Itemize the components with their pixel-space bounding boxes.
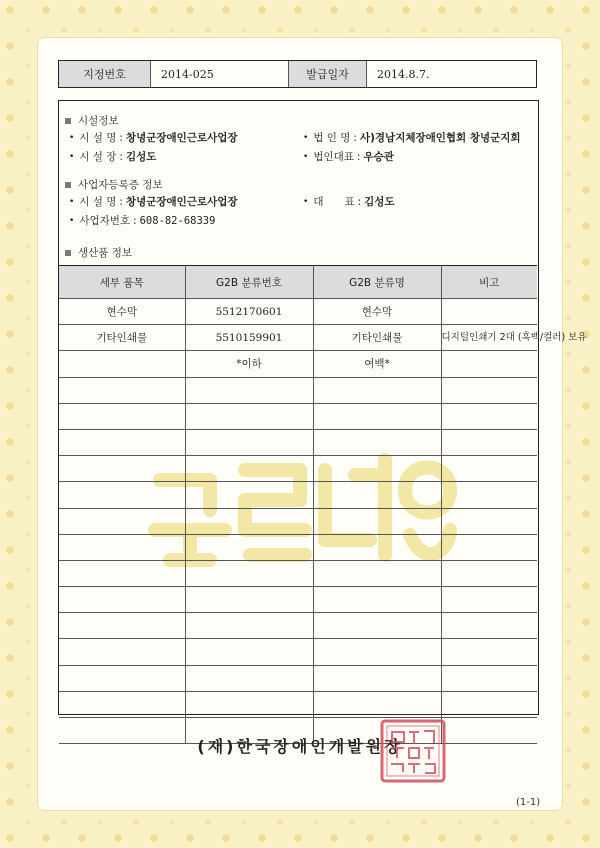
corp-rep-value: 우승관	[363, 151, 394, 163]
cell-name: 현수막	[313, 299, 441, 325]
business-name-field: • 시 설 명 : 창녕군장애인근로사업장	[69, 195, 238, 208]
dot-bullet-icon: •	[69, 132, 75, 143]
col-header-note: 비고	[441, 266, 537, 299]
square-bullet-icon	[65, 182, 71, 188]
col-header-code: G2B 분류번호	[185, 266, 313, 299]
table-row-empty	[59, 377, 537, 403]
dot-bullet-icon: •	[303, 132, 309, 143]
table-row-empty	[59, 429, 537, 455]
business-reg-field: • 사업자번호 : 608-82-68339	[69, 214, 216, 227]
cell-code: 5510159901	[185, 325, 313, 351]
corp-rep-field: • 법인대표 : 우승관	[303, 150, 394, 163]
facility-head-field: • 시 설 장 : 김성도	[69, 150, 157, 163]
issue-date-label: 발급일자	[289, 61, 367, 87]
square-bullet-icon	[65, 250, 71, 256]
corp-name-field: • 법 인 명 : 사)경남지체장애인협회 창녕군지회	[303, 131, 521, 144]
products-section-label: 생산품 정보	[78, 247, 133, 259]
certificate-header	[58, 60, 537, 88]
corp-name-label: 법 인 명	[313, 132, 351, 144]
cell-note	[441, 299, 537, 325]
business-name-label: 시 설 명	[79, 196, 117, 208]
cell-empty	[441, 351, 537, 377]
designation-label: 지정번호	[59, 61, 151, 87]
facility-section-label: 시설정보	[78, 115, 119, 127]
table-row-empty	[59, 691, 537, 717]
business-name-value: 창녕군장애인근로사업장	[125, 196, 238, 208]
dot-bullet-icon: •	[69, 215, 75, 226]
facility-head-value: 김성도	[125, 151, 157, 163]
business-rep-value: 김성도	[364, 196, 395, 208]
business-reg-value: 608-82-68339	[139, 214, 216, 227]
square-bullet-icon	[65, 118, 71, 124]
dot-bullet-icon: •	[69, 151, 75, 162]
cell-end-left: *이하	[185, 351, 313, 377]
dot-bullet-icon: •	[69, 196, 75, 207]
products-table	[59, 265, 587, 744]
issuing-organization: (재)한국장애인개발원장	[197, 737, 403, 756]
facility-section-title	[65, 113, 119, 128]
products-section-title	[65, 245, 132, 260]
business-rep-label: 대 표	[313, 196, 355, 208]
designation-value: 2014-025	[151, 61, 289, 87]
cell-empty	[59, 351, 185, 377]
table-row	[59, 299, 537, 325]
business-reg-label: 사업자번호	[79, 215, 131, 227]
table-row-empty	[59, 587, 537, 613]
page-number: (1-1)	[516, 797, 541, 808]
col-header-name: G2B 분류명	[313, 266, 441, 299]
table-row-empty	[59, 456, 537, 482]
issue-date-value: 2014.8.7.	[377, 67, 430, 81]
cell-code: 5512170601	[185, 299, 313, 325]
corp-name-value: 사)경남지체장애인협회 창녕군지회	[359, 132, 521, 144]
table-row-empty	[59, 482, 537, 508]
facility-name-label: 시 설 명	[79, 132, 117, 144]
certificate-body	[58, 100, 587, 715]
dot-bullet-icon: •	[303, 196, 309, 207]
business-rep-field: • 대 표 : 김성도	[303, 195, 395, 208]
table-row-empty	[59, 403, 537, 429]
business-section-label: 사업자등록증 정보	[78, 179, 163, 191]
cell-note: 디지털인쇄기 2대 (흑백/컬러) 보유	[441, 325, 537, 351]
facility-name-value: 창녕군장애인근로사업장	[125, 132, 238, 144]
cell-end-right: 여백*	[313, 351, 441, 377]
table-row-empty	[59, 665, 537, 691]
cell-item: 현수막	[59, 299, 185, 325]
cell-name: 기타인쇄물	[313, 325, 441, 351]
cell-item: 기타인쇄물	[59, 325, 185, 351]
table-row-empty	[59, 508, 537, 534]
official-seal-stamp	[379, 718, 447, 784]
table-row-empty	[59, 534, 537, 560]
facility-name-field: • 시 설 명 : 창녕군장애인근로사업장	[69, 131, 238, 144]
table-row-empty	[59, 639, 537, 665]
corp-rep-label: 법인대표	[313, 151, 354, 163]
table-row-empty	[59, 560, 537, 586]
business-section-title	[65, 177, 162, 192]
table-header-row	[59, 266, 537, 299]
dot-bullet-icon: •	[303, 151, 309, 162]
table-row-end-marker	[59, 351, 537, 377]
col-header-item: 세부 품목	[59, 266, 185, 299]
facility-head-label: 시 설 장	[79, 151, 117, 163]
table-row-empty	[59, 613, 537, 639]
table-row	[59, 325, 537, 351]
